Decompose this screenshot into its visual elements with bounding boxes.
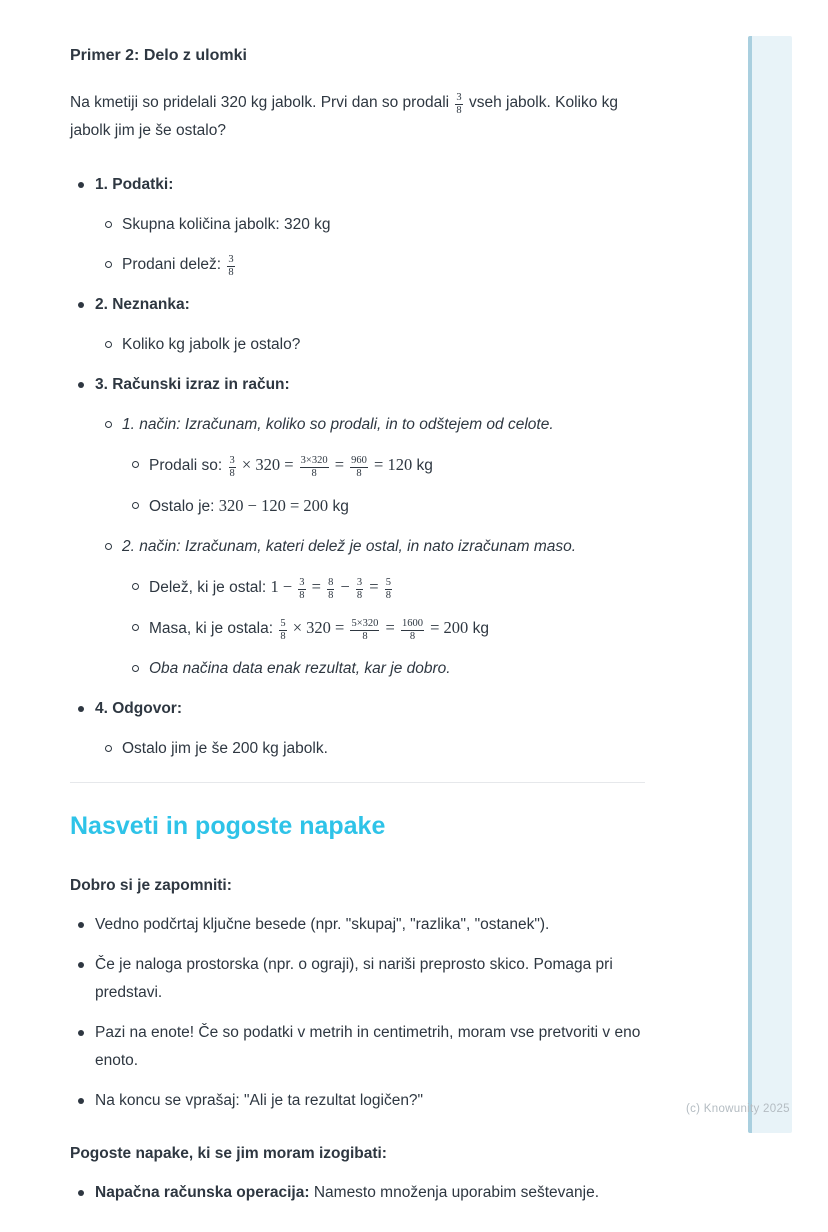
document-content <box>70 46 645 1232</box>
list-item: Ostalo jim je še 200 kg jabolk. <box>122 735 645 763</box>
mistakes-list <box>70 1179 645 1207</box>
step-racun <box>95 371 645 683</box>
fraction: $\frac{1600}{8}$ <box>401 618 423 642</box>
step-odgovor <box>95 695 645 763</box>
note-item <box>149 655 645 683</box>
way1-label: 1. način: Izračunam, koliko so prodali, in to odštejem od celote. <box>122 416 554 433</box>
neznanka-sublist <box>95 331 645 359</box>
step-label: 1. Podatki: <box>95 176 174 193</box>
math-line: Prodali so: $\frac{3}{8}$ × 320 = $\frac{3\times 320}{8}$ = $\frac{960}{8}$ = 120 kg <box>149 451 645 480</box>
mistake-term: Napačna računska operacija: <box>95 1184 310 1201</box>
odgovor-sublist <box>95 735 645 763</box>
remember-label: Dobro si je zapomniti: <box>70 877 232 894</box>
mistakes-label: Pogoste napake, ki se jim moram izogibati: <box>70 1145 387 1162</box>
step-podatki <box>95 171 645 279</box>
fraction: $\frac{3}{8}$ <box>299 577 305 601</box>
watermark: (c) Knowunity 2025 <box>686 1103 790 1115</box>
step-label: 2. Neznanka: <box>95 296 190 313</box>
way1-item <box>122 411 645 521</box>
section-divider <box>70 782 645 783</box>
list-item: Skupna količina jabolk: 320 kg <box>122 211 645 239</box>
fraction: $\frac{3}{8}$ <box>356 577 363 601</box>
math-line: Delež, ki je ostal: 1 − $\frac{3}{8}$ = $\frac{8}{8}$ − $\frac{3}{8}$ = $\frac{5}{8}$ <box>149 573 645 602</box>
fraction: $\frac{960}{8}$ <box>351 455 367 479</box>
way2-label: 2. način: Izračunam, kateri delež je ostal, in nato izračunam maso. <box>122 538 577 555</box>
list-item: Če je naloga prostorska (npr. o ograji), si nariši preprosto skico. Pomaga pri predstavi. <box>95 951 645 1007</box>
podatki-sublist <box>95 211 645 279</box>
page-title: Primer 2: Delo z ulomki <box>70 47 247 64</box>
list-item: Vedno podčrtaj ključne besede (npr. "skupaj", "razlika", "ostanek"). <box>95 911 645 939</box>
list-item <box>95 1179 645 1207</box>
fraction: $\frac{3}{8}$ <box>456 92 462 116</box>
math-line: Masa, ki je ostala: $\frac{5}{8}$ × 320 = $\frac{5\times 320}{8}$ = $\frac{1600}{8}$ = 200 kg <box>149 614 645 643</box>
fraction: $\frac{3}{8}$ <box>229 455 235 479</box>
fraction: $\frac{5}{8}$ <box>280 618 286 642</box>
list-item: Pazi na enote! Če so podatki v metrih in centimetrih, moram vse pretvoriti v eno enoto. <box>95 1019 645 1075</box>
fraction: $\frac{3\times 320}{8}$ <box>300 455 328 479</box>
step-label: 3. Računski izraz in račun: <box>95 376 290 393</box>
note-text: Oba načina data enak rezultat, kar je dobro. <box>149 660 451 677</box>
step-neznanka <box>95 291 645 359</box>
remember-list <box>70 911 645 1115</box>
racun-sublist <box>95 411 645 683</box>
math-line: Ostalo je: 320 − 120 = 200 kg <box>149 492 645 521</box>
way2-item <box>122 533 645 683</box>
list-item: Prodani delež: $\frac{3}{8}$ <box>122 251 645 279</box>
intro-paragraph: Na kmetiji so pridelali 320 kg jabolk. Prvi dan so prodali $\frac{3}{8}$ vseh jabolk. Koliko kg jabolk jim je še ostalo? <box>70 92 618 139</box>
fraction: $\frac{5}{8}$ <box>385 577 391 601</box>
way1-sublist <box>122 451 645 521</box>
list-item: Na koncu se vprašaj: "Ali je ta rezultat logičen?" <box>95 1087 645 1115</box>
fraction: $\frac{3}{8}$ <box>228 254 234 278</box>
fraction: $\frac{5\times 320}{8}$ <box>351 618 379 642</box>
way2-sublist <box>122 573 645 683</box>
step-label: 4. Odgovor: <box>95 700 182 717</box>
mistake-desc: Namesto množenja uporabim seštevanje. <box>309 1184 600 1201</box>
section-heading: Nasveti in pogoste napake <box>70 812 386 840</box>
right-highlight-bar <box>748 36 792 1133</box>
fraction: $\frac{8}{8}$ <box>328 577 334 601</box>
list-item: Koliko kg jabolk je ostalo? <box>122 331 645 359</box>
steps-list <box>70 171 645 763</box>
